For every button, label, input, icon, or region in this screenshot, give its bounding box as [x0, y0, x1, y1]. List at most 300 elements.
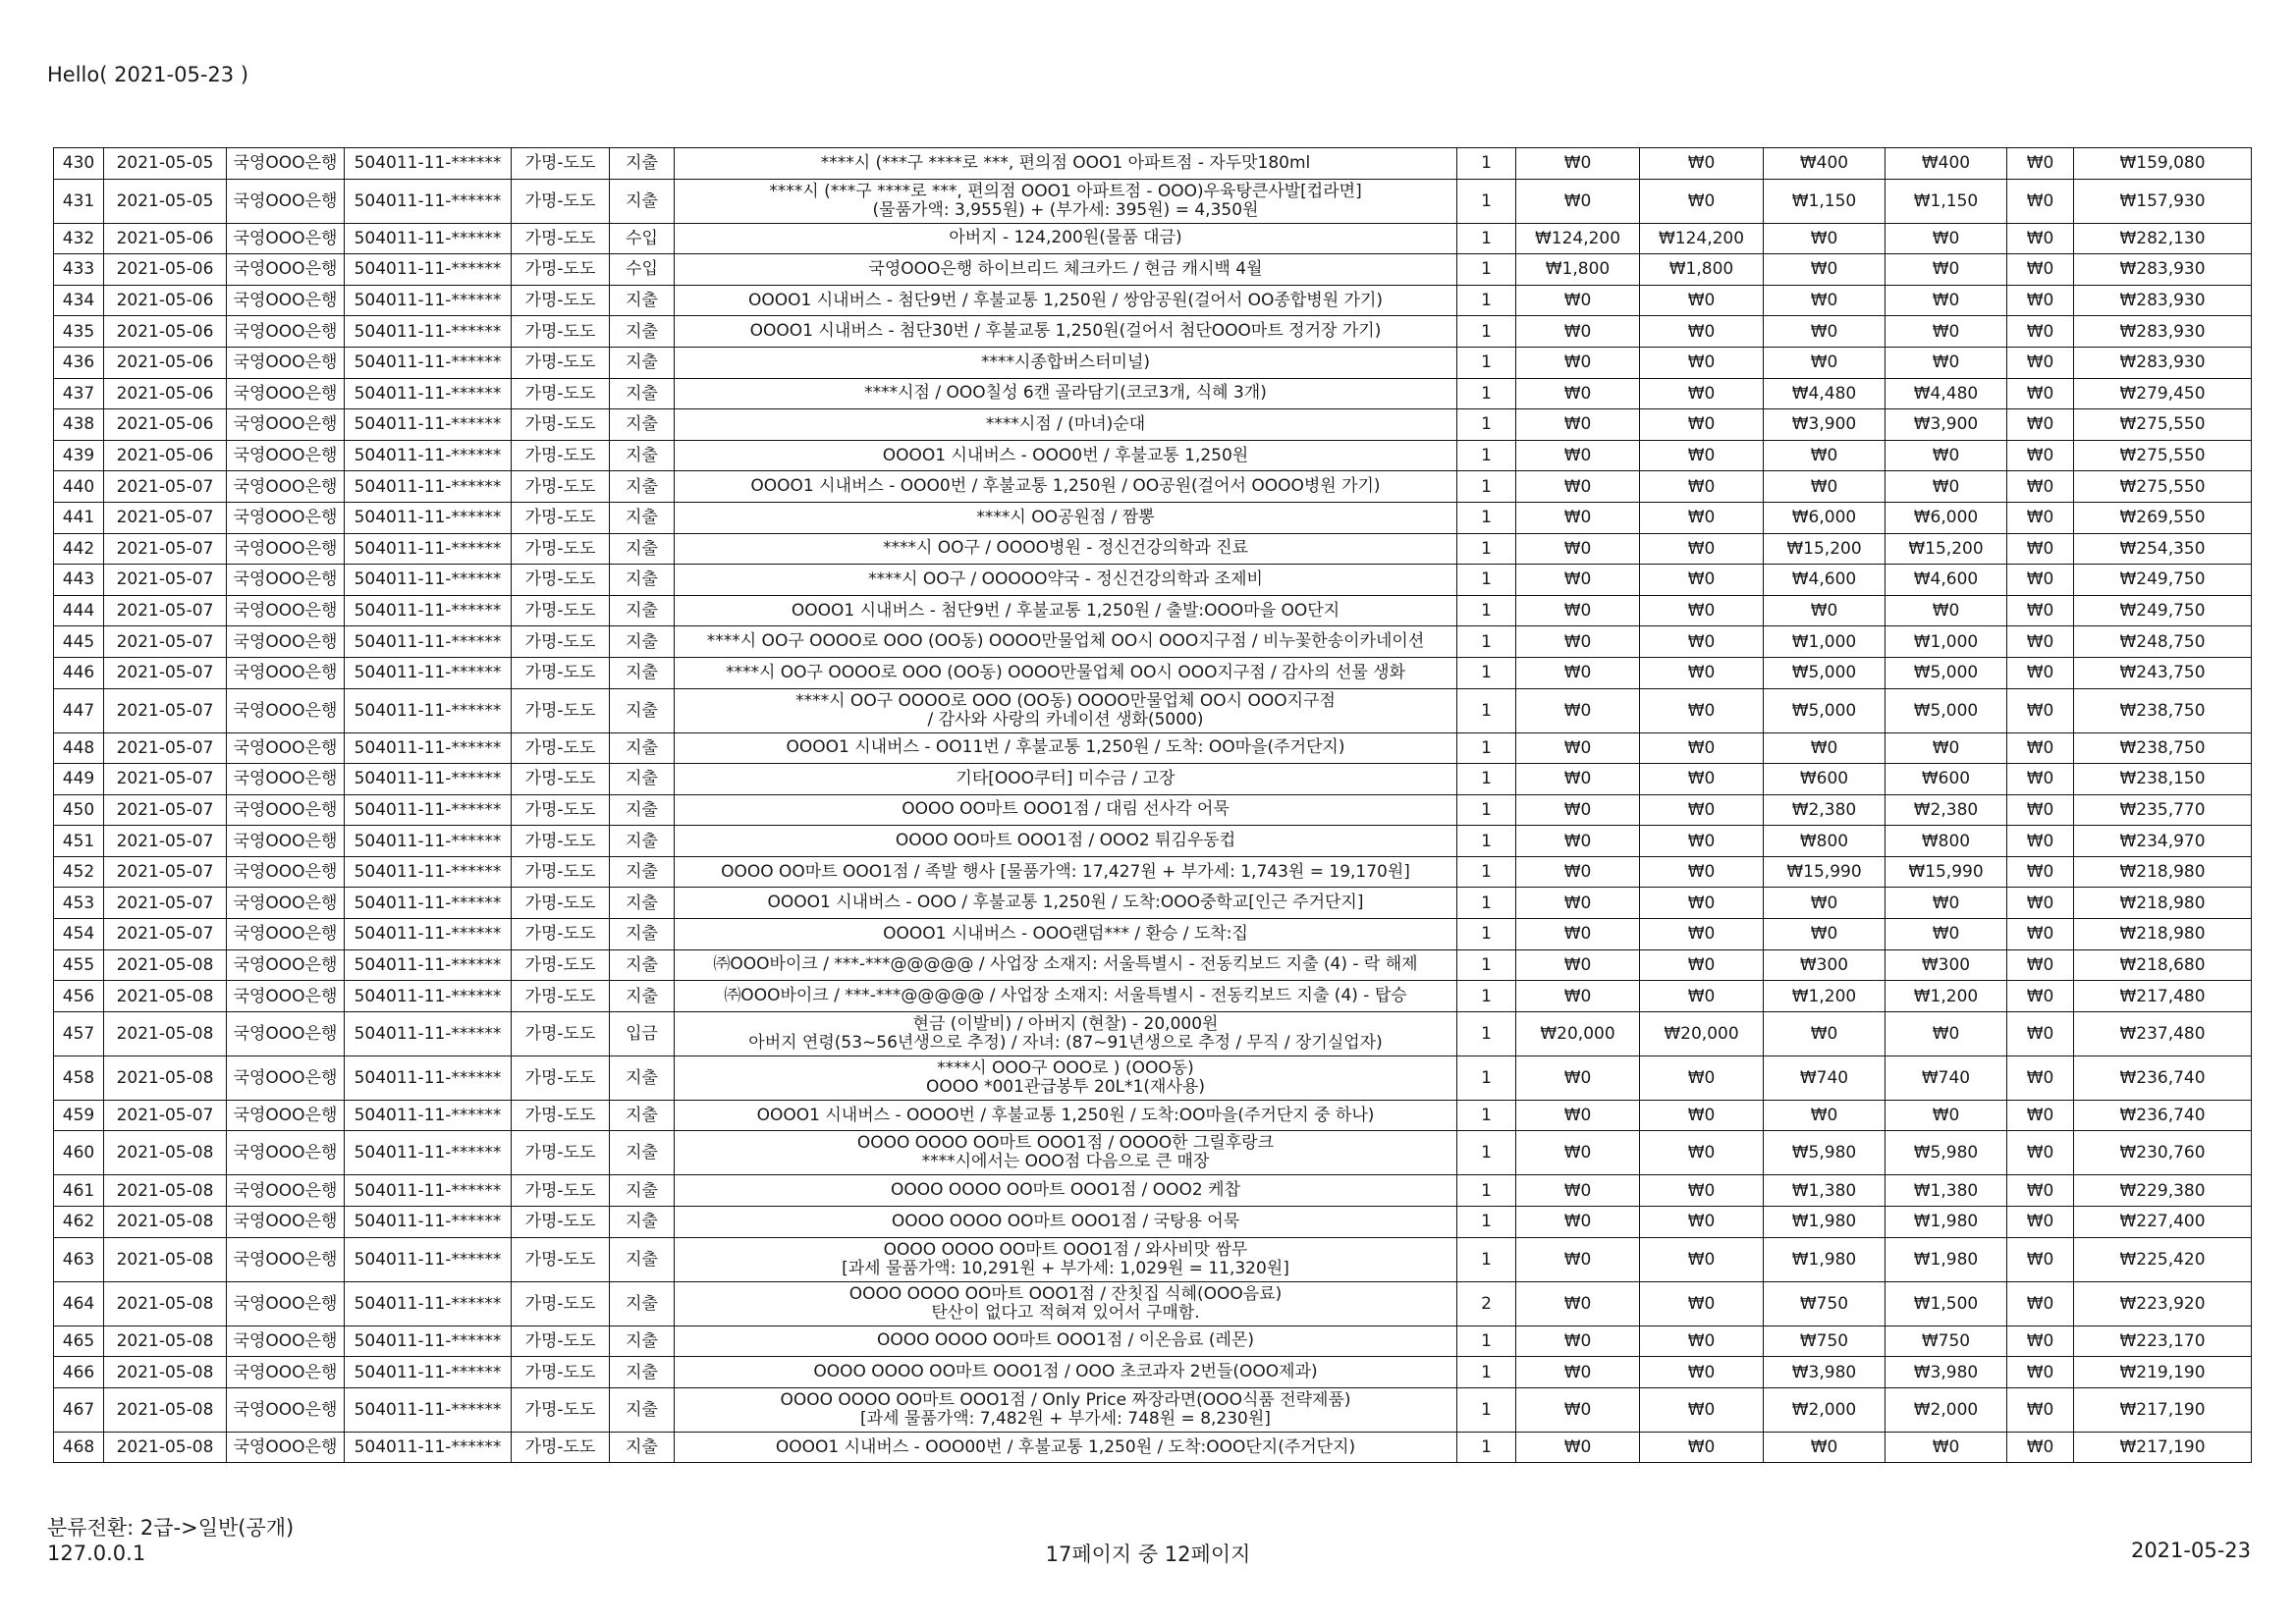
type-cell: 지출 — [610, 1326, 675, 1357]
account-holder-cell: 가명-도도 — [512, 1131, 610, 1175]
description-cell: OOOO OOOO OO마트 OOO1점 / Only Price 짜장라면(OOO식품 전략제품) [과세 물품가액: 7,482원 + 부가세: 748원 = 8,230원] — [675, 1387, 1457, 1432]
account-cell: 504011-11-****** — [345, 856, 512, 888]
quantity-cell: 1 — [1457, 179, 1516, 223]
expense-unit-cell: ₩15,200 — [1764, 533, 1886, 565]
bank-cell: 국영OOO은행 — [227, 471, 345, 503]
quantity-cell: 1 — [1457, 223, 1516, 254]
expense-total-cell: ₩4,600 — [1886, 565, 2007, 596]
account-holder-cell: 가명-도도 — [512, 148, 610, 180]
quantity-cell: 1 — [1457, 1100, 1516, 1131]
account-cell: 504011-11-****** — [345, 826, 512, 857]
income-amount-cell: ₩0 — [1516, 1131, 1640, 1175]
expense-unit-cell: ₩0 — [1764, 471, 1886, 503]
income-amount-cell: ₩0 — [1516, 565, 1640, 596]
description-cell: OOOO OOOO OO마트 OOO1점 / OOO 초코과자 2번들(OOO제과) — [675, 1357, 1457, 1388]
expense-unit-cell: ₩400 — [1764, 148, 1886, 180]
account-holder-cell: 가명-도도 — [512, 316, 610, 348]
table-row — [54, 1357, 2252, 1388]
account-holder-cell: 가명-도도 — [512, 378, 610, 409]
income-total-cell: ₩0 — [1640, 1056, 1764, 1100]
other-cell: ₩0 — [2007, 1056, 2074, 1100]
table-row — [54, 316, 2252, 348]
income-amount-cell: ₩0 — [1516, 1207, 1640, 1238]
balance-cell: ₩223,920 — [2074, 1281, 2252, 1326]
expense-unit-cell: ₩740 — [1764, 1056, 1886, 1100]
expense-total-cell: ₩0 — [1886, 595, 2007, 626]
income-amount-cell: ₩0 — [1516, 732, 1640, 764]
account-holder-cell: 가명-도도 — [512, 1357, 610, 1388]
table-row — [54, 223, 2252, 254]
expense-unit-cell: ₩3,900 — [1764, 409, 1886, 441]
income-total-cell: ₩0 — [1640, 1175, 1764, 1207]
expense-total-cell: ₩300 — [1886, 949, 2007, 981]
type-cell: 지출 — [610, 826, 675, 857]
income-amount-cell: ₩0 — [1516, 1056, 1640, 1100]
table-row — [54, 1432, 2252, 1463]
income-amount-cell: ₩0 — [1516, 285, 1640, 316]
other-cell: ₩0 — [2007, 1100, 2074, 1131]
account-holder-cell: 가명-도도 — [512, 471, 610, 503]
other-cell: ₩0 — [2007, 409, 2074, 441]
balance-cell: ₩217,190 — [2074, 1432, 2252, 1463]
income-amount-cell: ₩0 — [1516, 378, 1640, 409]
row-number-cell: 441 — [54, 502, 104, 533]
other-cell: ₩0 — [2007, 347, 2074, 378]
description-cell: ****시 OO구 OOOO로 OOO (OO동) OOOO만물업체 OO시 OOO지구점 / 비누꽃한송이카네이션 — [675, 626, 1457, 658]
balance-cell: ₩218,980 — [2074, 856, 2252, 888]
table-row — [54, 1100, 2252, 1131]
other-cell: ₩0 — [2007, 316, 2074, 348]
date-cell: 2021-05-07 — [104, 1100, 227, 1131]
date-cell: 2021-05-07 — [104, 888, 227, 919]
income-total-cell: ₩0 — [1640, 657, 1764, 688]
date-cell: 2021-05-08 — [104, 1207, 227, 1238]
bank-cell: 국영OOO은행 — [227, 347, 345, 378]
income-total-cell: ₩0 — [1640, 981, 1764, 1012]
bank-cell: 국영OOO은행 — [227, 316, 345, 348]
other-cell: ₩0 — [2007, 856, 2074, 888]
account-holder-cell: 가명-도도 — [512, 285, 610, 316]
account-cell: 504011-11-****** — [345, 148, 512, 180]
expense-total-cell: ₩740 — [1886, 1056, 2007, 1100]
table-row — [54, 1056, 2252, 1100]
income-total-cell: ₩0 — [1640, 626, 1764, 658]
expense-unit-cell: ₩3,980 — [1764, 1357, 1886, 1388]
balance-cell: ₩249,750 — [2074, 565, 2252, 596]
bank-cell: 국영OOO은행 — [227, 1056, 345, 1100]
other-cell: ₩0 — [2007, 688, 2074, 732]
expense-unit-cell: ₩0 — [1764, 888, 1886, 919]
description-cell: OOOO1 시내버스 - OOOO번 / 후불교통 1,250원 / 도착:OO마을(주거단지 중 하나) — [675, 1100, 1457, 1131]
date-cell: 2021-05-07 — [104, 471, 227, 503]
quantity-cell: 1 — [1457, 981, 1516, 1012]
income-amount-cell: ₩0 — [1516, 626, 1640, 658]
expense-unit-cell: ₩0 — [1764, 440, 1886, 471]
account-cell: 504011-11-****** — [345, 533, 512, 565]
account-holder-cell: 가명-도도 — [512, 856, 610, 888]
other-cell: ₩0 — [2007, 533, 2074, 565]
account-cell: 504011-11-****** — [345, 794, 512, 826]
quantity-cell: 1 — [1457, 565, 1516, 596]
account-cell: 504011-11-****** — [345, 502, 512, 533]
bank-cell: 국영OOO은행 — [227, 179, 345, 223]
account-holder-cell: 가명-도도 — [512, 179, 610, 223]
quantity-cell: 1 — [1457, 1056, 1516, 1100]
quantity-cell: 1 — [1457, 888, 1516, 919]
income-total-cell: ₩0 — [1640, 949, 1764, 981]
quantity-cell: 1 — [1457, 1207, 1516, 1238]
quantity-cell: 1 — [1457, 471, 1516, 503]
date-cell: 2021-05-07 — [104, 764, 227, 795]
income-total-cell: ₩0 — [1640, 1207, 1764, 1238]
expense-unit-cell: ₩1,980 — [1764, 1207, 1886, 1238]
type-cell: 입금 — [610, 1011, 675, 1056]
row-number-cell: 455 — [54, 949, 104, 981]
table-row — [54, 732, 2252, 764]
balance-cell: ₩237,480 — [2074, 1011, 2252, 1056]
account-cell: 504011-11-****** — [345, 347, 512, 378]
type-cell: 지출 — [610, 888, 675, 919]
type-cell: 지출 — [610, 688, 675, 732]
balance-cell: ₩218,980 — [2074, 888, 2252, 919]
description-cell: OOOO OO마트 OOO1점 / 대림 선사각 어묵 — [675, 794, 1457, 826]
account-holder-cell: 가명-도도 — [512, 626, 610, 658]
row-number-cell: 466 — [54, 1357, 104, 1388]
expense-unit-cell: ₩0 — [1764, 919, 1886, 950]
expense-unit-cell: ₩0 — [1764, 285, 1886, 316]
income-total-cell: ₩0 — [1640, 826, 1764, 857]
description-cell: ****시 OO공원점 / 짬뽕 — [675, 502, 1457, 533]
bank-cell: 국영OOO은행 — [227, 1432, 345, 1463]
income-total-cell: ₩0 — [1640, 732, 1764, 764]
table-row — [54, 1387, 2252, 1432]
table-row — [54, 949, 2252, 981]
balance-cell: ₩236,740 — [2074, 1100, 2252, 1131]
expense-total-cell: ₩0 — [1886, 316, 2007, 348]
other-cell: ₩0 — [2007, 565, 2074, 596]
description-cell: 아버지 - 124,200원(물품 대금) — [675, 223, 1457, 254]
description-cell: ****시점 / OOO칠성 6캔 골라담기(코코3개, 식혜 3개) — [675, 378, 1457, 409]
account-holder-cell: 가명-도도 — [512, 1056, 610, 1100]
income-amount-cell: ₩0 — [1516, 856, 1640, 888]
expense-total-cell: ₩1,980 — [1886, 1207, 2007, 1238]
account-cell: 504011-11-****** — [345, 626, 512, 658]
expense-total-cell: ₩0 — [1886, 254, 2007, 286]
expense-unit-cell: ₩1,380 — [1764, 1175, 1886, 1207]
date-cell: 2021-05-06 — [104, 223, 227, 254]
description-cell: OOOO1 시내버스 - 첨단30번 / 후불교통 1,250원(걸어서 첨단OOO마트 정거장 가기) — [675, 316, 1457, 348]
account-cell: 504011-11-****** — [345, 285, 512, 316]
type-cell: 지출 — [610, 1207, 675, 1238]
income-total-cell: ₩0 — [1640, 285, 1764, 316]
other-cell: ₩0 — [2007, 223, 2074, 254]
account-holder-cell: 가명-도도 — [512, 981, 610, 1012]
bank-cell: 국영OOO은행 — [227, 440, 345, 471]
income-amount-cell: ₩0 — [1516, 502, 1640, 533]
row-number-cell: 437 — [54, 378, 104, 409]
account-holder-cell: 가명-도도 — [512, 1237, 610, 1281]
date-cell: 2021-05-06 — [104, 285, 227, 316]
description-cell: ****시 OO구 / OOOO병원 - 정신건강의학과 진료 — [675, 533, 1457, 565]
date-cell: 2021-05-07 — [104, 794, 227, 826]
bank-cell: 국영OOO은행 — [227, 856, 345, 888]
income-total-cell: ₩0 — [1640, 1100, 1764, 1131]
description-cell: 기타[OOO쿠터] 미수금 / 고장 — [675, 764, 1457, 795]
expense-total-cell: ₩4,480 — [1886, 378, 2007, 409]
expense-total-cell: ₩750 — [1886, 1326, 2007, 1357]
expense-total-cell: ₩0 — [1886, 440, 2007, 471]
income-total-cell: ₩0 — [1640, 378, 1764, 409]
account-holder-cell: 가명-도도 — [512, 565, 610, 596]
other-cell: ₩0 — [2007, 826, 2074, 857]
page-title: Hello( 2021-05-23 ) — [47, 63, 249, 86]
bank-cell: 국영OOO은행 — [227, 657, 345, 688]
account-cell: 504011-11-****** — [345, 657, 512, 688]
income-amount-cell: ₩0 — [1516, 657, 1640, 688]
table-row — [54, 1281, 2252, 1326]
income-total-cell: ₩124,200 — [1640, 223, 1764, 254]
table-row — [54, 148, 2252, 180]
income-total-cell: ₩1,800 — [1640, 254, 1764, 286]
account-holder-cell: 가명-도도 — [512, 1175, 610, 1207]
quantity-cell: 1 — [1457, 919, 1516, 950]
description-cell: OOOO OOOO OO마트 OOO1점 / 잔칫집 식혜(OOO음료) 탄산이 없다고 적혀져 있어서 구매함. — [675, 1281, 1457, 1326]
type-cell: 지출 — [610, 565, 675, 596]
balance-cell: ₩279,450 — [2074, 378, 2252, 409]
bank-cell: 국영OOO은행 — [227, 502, 345, 533]
balance-cell: ₩238,150 — [2074, 764, 2252, 795]
income-total-cell: ₩0 — [1640, 1237, 1764, 1281]
balance-cell: ₩217,190 — [2074, 1387, 2252, 1432]
account-holder-cell: 가명-도도 — [512, 409, 610, 441]
income-total-cell: ₩0 — [1640, 1357, 1764, 1388]
quantity-cell: 1 — [1457, 1387, 1516, 1432]
description-cell: OOOO OOOO OO마트 OOO1점 / 와사비맛 쌈무 [과세 물품가액: 10,291원 + 부가세: 1,029원 = 11,320원] — [675, 1237, 1457, 1281]
account-cell: 504011-11-****** — [345, 1432, 512, 1463]
other-cell: ₩0 — [2007, 1207, 2074, 1238]
table-row — [54, 440, 2252, 471]
expense-total-cell: ₩0 — [1886, 223, 2007, 254]
quantity-cell: 1 — [1457, 764, 1516, 795]
account-cell: 504011-11-****** — [345, 1387, 512, 1432]
income-total-cell: ₩0 — [1640, 148, 1764, 180]
other-cell: ₩0 — [2007, 919, 2074, 950]
bank-cell: 국영OOO은행 — [227, 533, 345, 565]
other-cell: ₩0 — [2007, 1281, 2074, 1326]
date-cell: 2021-05-06 — [104, 440, 227, 471]
balance-cell: ₩225,420 — [2074, 1237, 2252, 1281]
other-cell: ₩0 — [2007, 1237, 2074, 1281]
table-row — [54, 533, 2252, 565]
expense-unit-cell: ₩600 — [1764, 764, 1886, 795]
balance-cell: ₩230,760 — [2074, 1131, 2252, 1175]
income-total-cell: ₩0 — [1640, 1281, 1764, 1326]
quantity-cell: 1 — [1457, 285, 1516, 316]
balance-cell: ₩238,750 — [2074, 732, 2252, 764]
other-cell: ₩0 — [2007, 1011, 2074, 1056]
other-cell: ₩0 — [2007, 1131, 2074, 1175]
quantity-cell: 1 — [1457, 148, 1516, 180]
account-cell: 504011-11-****** — [345, 764, 512, 795]
income-amount-cell: ₩0 — [1516, 1281, 1640, 1326]
quantity-cell: 1 — [1457, 1326, 1516, 1357]
table-row — [54, 1237, 2252, 1281]
table-row — [54, 794, 2252, 826]
account-holder-cell: 가명-도도 — [512, 826, 610, 857]
income-amount-cell: ₩0 — [1516, 471, 1640, 503]
type-cell: 수입 — [610, 223, 675, 254]
date-cell: 2021-05-08 — [104, 1432, 227, 1463]
expense-unit-cell: ₩15,990 — [1764, 856, 1886, 888]
account-cell: 504011-11-****** — [345, 949, 512, 981]
other-cell: ₩0 — [2007, 148, 2074, 180]
expense-unit-cell: ₩0 — [1764, 223, 1886, 254]
expense-unit-cell: ₩1,200 — [1764, 981, 1886, 1012]
date-cell: 2021-05-07 — [104, 565, 227, 596]
quantity-cell: 1 — [1457, 595, 1516, 626]
account-holder-cell: 가명-도도 — [512, 502, 610, 533]
quantity-cell: 1 — [1457, 794, 1516, 826]
account-cell: 504011-11-****** — [345, 1237, 512, 1281]
date-cell: 2021-05-05 — [104, 179, 227, 223]
ledger-table — [53, 147, 2252, 1463]
bank-cell: 국영OOO은행 — [227, 688, 345, 732]
description-cell: OOOO1 시내버스 - 첨단9번 / 후불교통 1,250원 / 출발:OOO마을 OO단지 — [675, 595, 1457, 626]
income-amount-cell: ₩0 — [1516, 533, 1640, 565]
expense-total-cell: ₩800 — [1886, 826, 2007, 857]
date-cell: 2021-05-06 — [104, 409, 227, 441]
row-number-cell: 432 — [54, 223, 104, 254]
other-cell: ₩0 — [2007, 378, 2074, 409]
description-cell: ****시 OO구 / OOOOO약국 - 정신건강의학과 조제비 — [675, 565, 1457, 596]
type-cell: 지출 — [610, 732, 675, 764]
row-number-cell: 434 — [54, 285, 104, 316]
balance-cell: ₩223,170 — [2074, 1326, 2252, 1357]
description-cell: OOOO OO마트 OOO1점 / OOO2 튀김우동컵 — [675, 826, 1457, 857]
row-number-cell: 431 — [54, 179, 104, 223]
expense-total-cell: ₩1,150 — [1886, 179, 2007, 223]
expense-unit-cell: ₩0 — [1764, 595, 1886, 626]
account-holder-cell: 가명-도도 — [512, 1326, 610, 1357]
date-cell: 2021-05-06 — [104, 378, 227, 409]
balance-cell: ₩218,980 — [2074, 919, 2252, 950]
bank-cell: 국영OOO은행 — [227, 1281, 345, 1326]
account-cell: 504011-11-****** — [345, 223, 512, 254]
balance-cell: ₩235,770 — [2074, 794, 2252, 826]
income-amount-cell: ₩0 — [1516, 688, 1640, 732]
row-number-cell: 436 — [54, 347, 104, 378]
type-cell: 지출 — [610, 981, 675, 1012]
type-cell: 지출 — [610, 378, 675, 409]
expense-unit-cell: ₩5,000 — [1764, 657, 1886, 688]
other-cell: ₩0 — [2007, 595, 2074, 626]
balance-cell: ₩249,750 — [2074, 595, 2252, 626]
description-cell: OOOO OO마트 OOO1점 / 족발 행사 [물품가액: 17,427원 + 부가세: 1,743원 = 19,170원] — [675, 856, 1457, 888]
balance-cell: ₩275,550 — [2074, 440, 2252, 471]
page-number: 17페이지 중 12페이지 — [1045, 1543, 1251, 1566]
income-amount-cell: ₩0 — [1516, 949, 1640, 981]
account-holder-cell: 가명-도도 — [512, 657, 610, 688]
description-cell: ****시 (***구 ****로 ***, 편의점 OOO1 아파트점 - 자두맛180ml — [675, 148, 1457, 180]
type-cell: 지출 — [610, 316, 675, 348]
balance-cell: ₩283,930 — [2074, 347, 2252, 378]
date-cell: 2021-05-08 — [104, 1326, 227, 1357]
description-cell: OOOO OOOO OO마트 OOO1점 / OOOO한 그릴후랑크 ****시에서는 OOO점 다음으로 큰 매장 — [675, 1131, 1457, 1175]
row-number-cell: 449 — [54, 764, 104, 795]
type-cell: 지출 — [610, 1100, 675, 1131]
balance-cell: ₩283,930 — [2074, 285, 2252, 316]
expense-total-cell: ₩3,900 — [1886, 409, 2007, 441]
row-number-cell: 433 — [54, 254, 104, 286]
quantity-cell: 1 — [1457, 688, 1516, 732]
balance-cell: ₩219,190 — [2074, 1357, 2252, 1388]
row-number-cell: 467 — [54, 1387, 104, 1432]
row-number-cell: 446 — [54, 657, 104, 688]
type-cell: 지출 — [610, 1237, 675, 1281]
date-cell: 2021-05-06 — [104, 316, 227, 348]
income-total-cell: ₩0 — [1640, 502, 1764, 533]
expense-total-cell: ₩3,980 — [1886, 1357, 2007, 1388]
income-total-cell: ₩0 — [1640, 440, 1764, 471]
income-total-cell: ₩0 — [1640, 764, 1764, 795]
date-cell: 2021-05-07 — [104, 826, 227, 857]
income-total-cell: ₩0 — [1640, 888, 1764, 919]
expense-total-cell: ₩2,380 — [1886, 794, 2007, 826]
date-cell: 2021-05-07 — [104, 533, 227, 565]
description-cell: ****시 OO구 OOOO로 OOO (OO동) OOOO만물업체 OO시 OOO지구점 / 감사의 선물 생화 — [675, 657, 1457, 688]
quantity-cell: 1 — [1457, 657, 1516, 688]
account-holder-cell: 가명-도도 — [512, 440, 610, 471]
income-total-cell: ₩0 — [1640, 471, 1764, 503]
table-row — [54, 919, 2252, 950]
row-number-cell: 460 — [54, 1131, 104, 1175]
type-cell: 지출 — [610, 409, 675, 441]
income-amount-cell: ₩0 — [1516, 981, 1640, 1012]
income-total-cell: ₩0 — [1640, 856, 1764, 888]
bank-cell: 국영OOO은행 — [227, 1175, 345, 1207]
expense-total-cell: ₩0 — [1886, 919, 2007, 950]
description-cell: OOOO OOOO OO마트 OOO1점 / 국탕용 어묵 — [675, 1207, 1457, 1238]
type-cell: 지출 — [610, 179, 675, 223]
expense-total-cell: ₩0 — [1886, 1432, 2007, 1463]
other-cell: ₩0 — [2007, 179, 2074, 223]
income-total-cell: ₩0 — [1640, 347, 1764, 378]
bank-cell: 국영OOO은행 — [227, 794, 345, 826]
row-number-cell: 459 — [54, 1100, 104, 1131]
other-cell: ₩0 — [2007, 888, 2074, 919]
income-amount-cell: ₩0 — [1516, 1175, 1640, 1207]
table-row — [54, 471, 2252, 503]
other-cell: ₩0 — [2007, 794, 2074, 826]
account-cell: 504011-11-****** — [345, 378, 512, 409]
balance-cell: ₩282,130 — [2074, 223, 2252, 254]
type-cell: 지출 — [610, 595, 675, 626]
date-cell: 2021-05-08 — [104, 1011, 227, 1056]
income-amount-cell: ₩0 — [1516, 347, 1640, 378]
account-cell: 504011-11-****** — [345, 1281, 512, 1326]
income-total-cell: ₩0 — [1640, 316, 1764, 348]
table-row — [54, 285, 2252, 316]
row-number-cell: 447 — [54, 688, 104, 732]
row-number-cell: 452 — [54, 856, 104, 888]
expense-unit-cell: ₩6,000 — [1764, 502, 1886, 533]
expense-unit-cell: ₩4,480 — [1764, 378, 1886, 409]
row-number-cell: 440 — [54, 471, 104, 503]
bank-cell: 국영OOO은행 — [227, 595, 345, 626]
balance-cell: ₩217,480 — [2074, 981, 2252, 1012]
bank-cell: 국영OOO은행 — [227, 1011, 345, 1056]
other-cell: ₩0 — [2007, 732, 2074, 764]
